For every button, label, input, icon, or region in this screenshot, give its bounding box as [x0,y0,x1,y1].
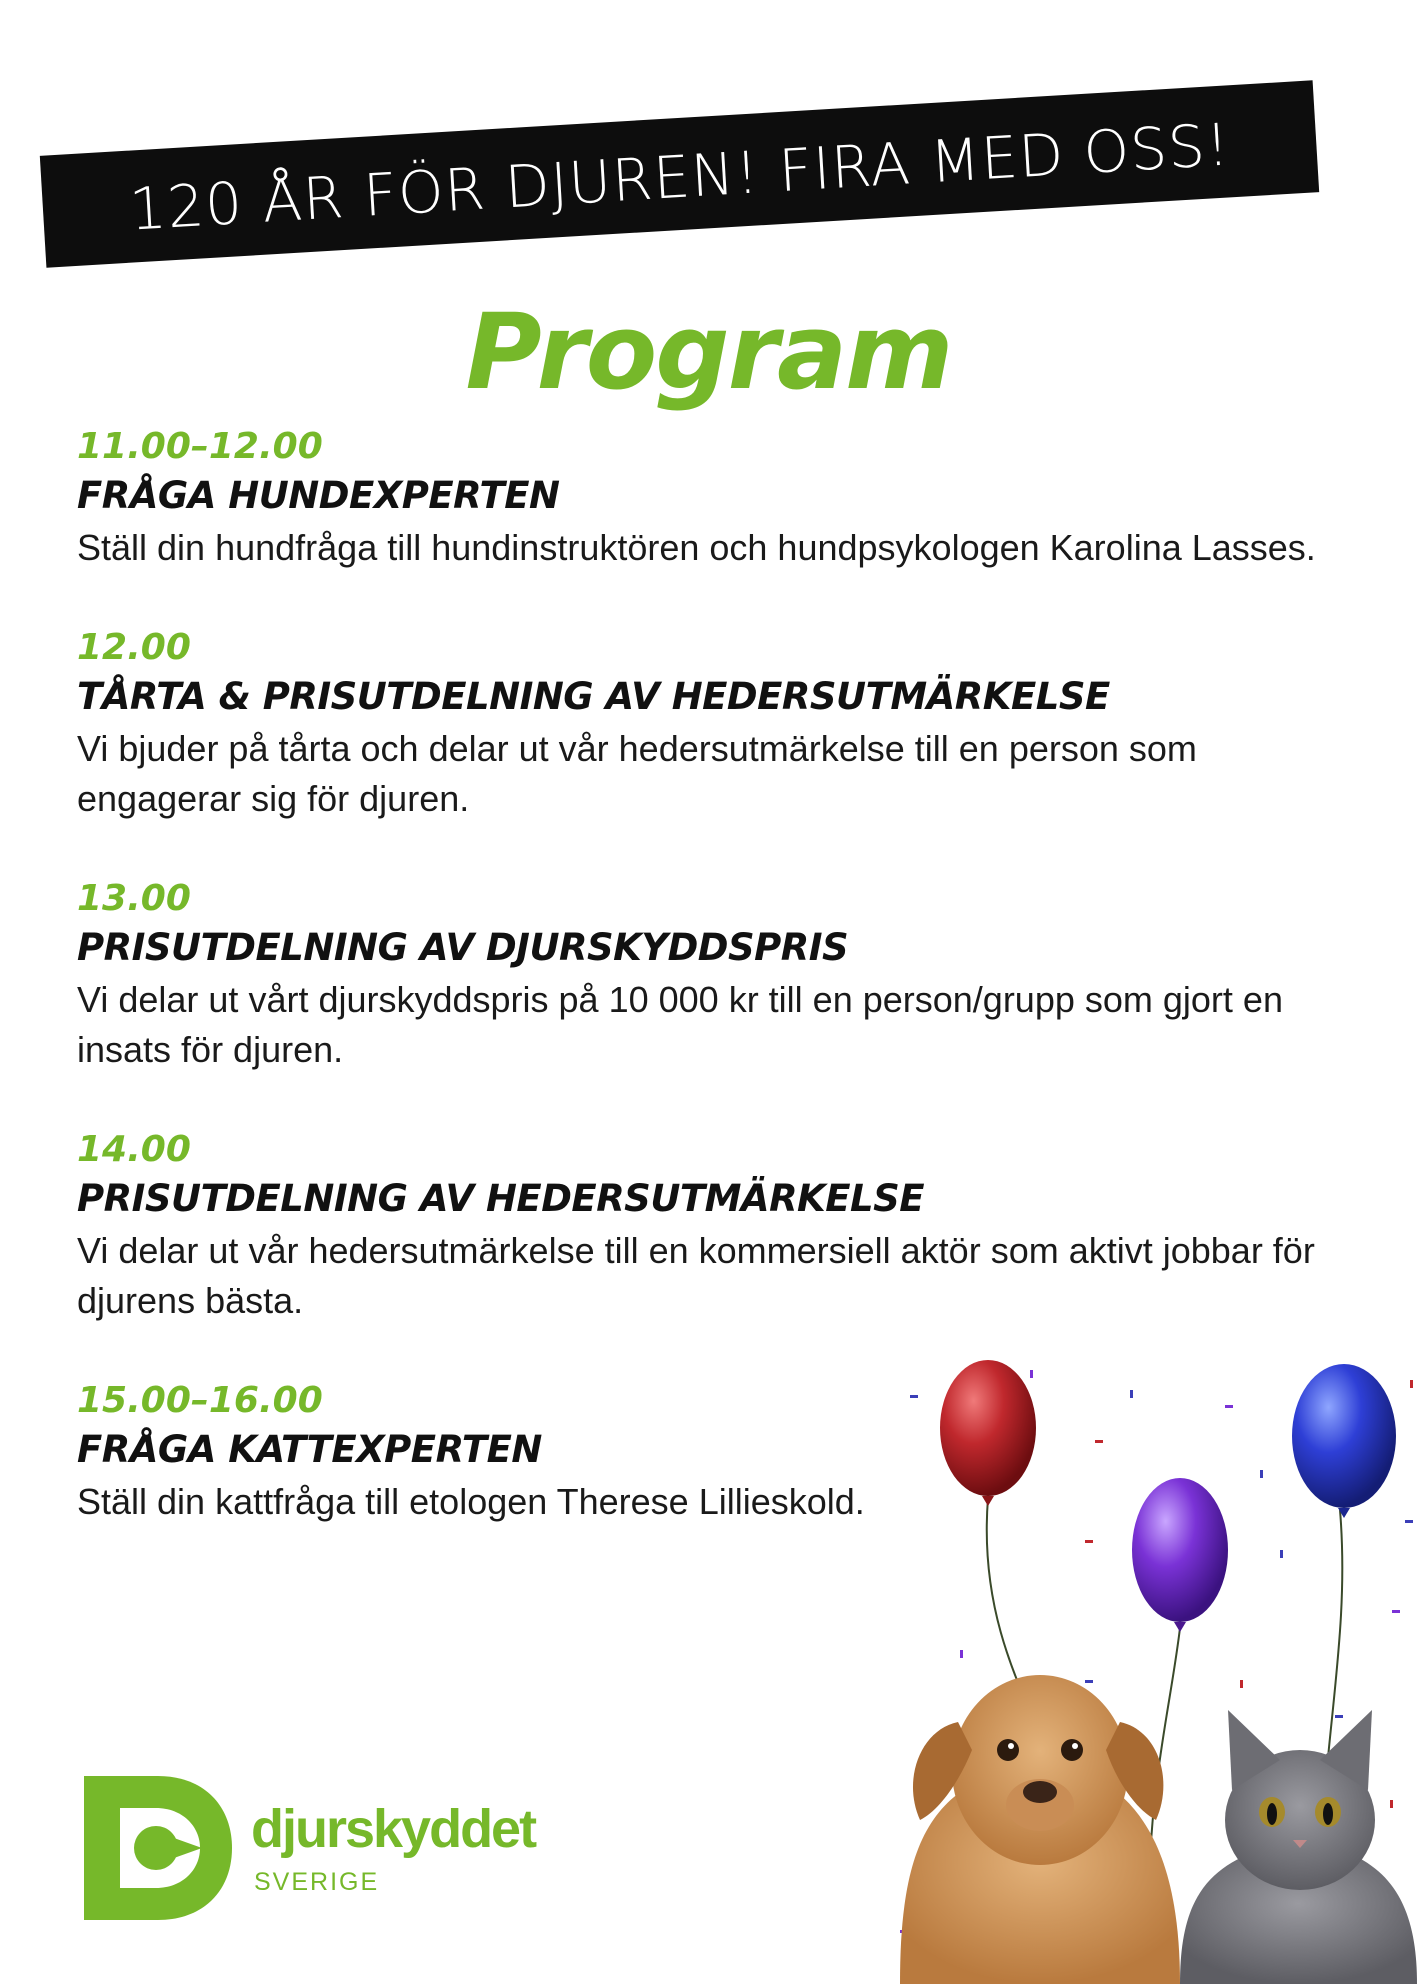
banner-text: 120 ÅR FÖR DJUREN! FIRA MED OSS! [127,110,1232,244]
logo-subtitle: SVERIGE [254,1868,380,1896]
purple-balloon-icon [1132,1478,1228,1632]
schedule-time: 12.00 [77,627,191,668]
schedule-description: Ställ din kattfråga till etologen Therese Lillieskold. [77,1481,865,1522]
djurskyddet-logo [78,1768,536,1933]
djurskyddet-d-icon [78,1768,238,1928]
schedule-description: Vi delar ut vårt djurskyddspris på 10 000 kr till en person/grupp som gjort en insats för djuren. [77,979,1283,1070]
schedule-description: Ställ din hundfråga till hundinstruktören och hundpsykologen Karolina Lasses. [77,527,1316,568]
title-banner [40,80,1319,267]
logo-name: djurskyddet [251,1799,536,1859]
kitten-icon [1180,1710,1417,1984]
schedule-title: PRISUTDELNING AV HEDERSUTMÄRKELSE [77,1177,925,1220]
schedule-title: PRISUTDELNING AV DJURSKYDDSPRIS [77,926,849,969]
schedule-item [77,1128,1357,1326]
blue-balloon-icon [1292,1364,1396,1518]
schedule-item [77,626,1357,824]
schedule-time: 15.00–16.00 [77,1380,323,1421]
dog-icon [900,1675,1180,1984]
schedule-title: FRÅGA HUNDEXPERTEN [77,474,560,517]
schedule-title: FRÅGA KATTEXPERTEN [77,1428,542,1471]
schedule-description: Vi delar ut vår hedersutmärkelse till en kommersiell aktör som aktivt jobbar för djurens bästa. [77,1230,1315,1321]
schedule-title: TÅRTA & PRISUTDELNING AV HEDERSUTMÄRKELSE [77,675,1110,718]
schedule-item [77,425,1357,573]
schedule-time: 11.00–12.00 [77,426,323,467]
schedule-description: Vi bjuder på tårta och delar ut vår hedersutmärkelse till en person som engagerar sig för djuren. [77,728,1197,819]
schedule-time: 13.00 [77,878,191,919]
party-animals-illustration [880,1350,1417,1984]
program-title: Program [465,291,952,413]
schedule-time: 14.00 [77,1129,191,1170]
red-balloon-icon [940,1360,1036,1506]
schedule-item [77,877,1357,1075]
